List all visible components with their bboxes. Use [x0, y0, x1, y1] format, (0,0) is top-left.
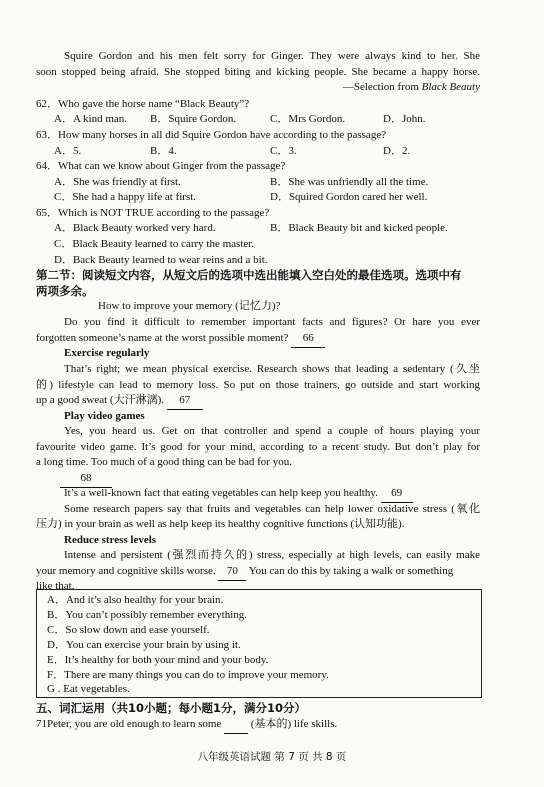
subheading: Reduce stress levels [64, 534, 157, 546]
option: B．Squire Gordon. [150, 113, 237, 125]
story-line: soon stopped being afraid. She stopped biting and kicking people. She became a happy horse. [36, 66, 480, 78]
page-footer: 八年级英语试题 第 7 页 共 8 页 [197, 751, 347, 763]
source-prefix: —Selection from [342, 81, 419, 93]
section-heading: 五、词汇运用（共10小题；每小题1分，满分10分） [36, 701, 307, 715]
story-line: Squire Gordon and his men felt sorry for Ginger. They were always kind to her. She [64, 50, 480, 62]
blank-70[interactable]: 70 [218, 564, 246, 581]
option: A．Black Beauty worked very hard. [54, 222, 216, 234]
choice-item: B．You can’t possibly remember everything. [47, 609, 248, 621]
blank-67[interactable]: 67 [167, 393, 203, 410]
blank-66[interactable]: 66 [291, 331, 325, 348]
option: A．5. [54, 145, 82, 157]
option: D．Back Beauty learned to wear reins and a bit. [54, 254, 268, 266]
passage-text: forgotten someone’s name at the worst possible moment? [36, 332, 289, 344]
question-stem: 63．How many horses in all did Squire Gordon have according to the passage? [36, 129, 387, 141]
question-71 [36, 717, 480, 734]
question-stem: 62．Who gave the horse name “Black Beauty”? [36, 98, 250, 110]
option: D．Squired Gordon cared her well. [270, 191, 428, 203]
option: C．Black Beauty learned to carry the master. [54, 238, 255, 250]
option: B．4. [150, 145, 177, 157]
source-title: Black Beauty [421, 81, 480, 93]
passage-line: favourite video game. It’s good for your mind, according to a recent study. But don’t play for [36, 441, 480, 453]
question-text: (基本的) life skills. [250, 718, 338, 730]
passage-line: 压力) in your brain as well as help keep its healthy cognitive functions (认知功能). [36, 518, 405, 530]
choices-box [36, 589, 482, 698]
question-text: 71Peter, you are old enough to learn some [36, 718, 222, 730]
option: B．Black Beauty bit and kicked people. [270, 222, 448, 234]
choice-item: A．And it’s also healthy for your brain. [47, 594, 224, 606]
story-source [36, 80, 480, 96]
passage-text: your memory and cognitive skills worse. [36, 565, 216, 577]
section-heading: 第二节：阅读短文内容，从短文后的选项中选出能填入空白处的最佳选项。选项中有 [36, 268, 462, 282]
passage-line: Yes, you heard us. Get on that controller and spend a couple of hours playing your [64, 425, 480, 437]
choice-item: F．There are many things you can do to improve your memory. [47, 669, 329, 681]
passage-line [64, 486, 480, 503]
passage-line: like that. [36, 580, 75, 592]
passage-text: up a good sweat (大汗淋漓). [36, 394, 165, 406]
passage-text: It’s a well-known fact that eating vegetables can help keep you healthy. [64, 487, 378, 499]
option: C．Mrs Gordon. [270, 113, 346, 125]
choice-item: C．So slow down and ease yourself. [47, 624, 210, 636]
option: B．She was unfriendly all the time. [270, 176, 429, 188]
passage-line: a long time. Too much of a good thing can be bad for you. [36, 456, 292, 468]
choice-item: E．It’s healthy for both your mind and your body. [47, 654, 269, 666]
option: A．She was friendly at first. [54, 176, 181, 188]
option: D．2. [383, 145, 411, 157]
option: C．She had a happy life at first. [54, 191, 197, 203]
passage-title: How to improve your memory (记忆力)? [98, 300, 281, 312]
passage-line: Intense and persistent (强烈而持久的) stress, especially at high levels, can easily make [64, 549, 480, 561]
section-heading: 两项多余。 [36, 284, 94, 298]
passage-line [36, 393, 480, 410]
subheading: Exercise regularly [64, 347, 150, 359]
choice-item: G . Eat vegetables. [47, 683, 130, 695]
passage-text: You can do this by taking a walk or something [248, 565, 454, 577]
passage-line: Do you find it difficult to remember important facts and figures? Or hare you ever [64, 316, 480, 328]
subheading: Play video games [64, 410, 145, 422]
blank-71[interactable] [224, 717, 248, 734]
passage-line: Some research papers say that fruits and vegetables can help lower oxidative stress (氧化 [64, 503, 480, 515]
question-stem: 65．Which is NOT TRUE according to the passage? [36, 207, 270, 219]
passage-line: 的) lifestyle can lead to memory loss. So put on those trainers, go outside and start working [36, 379, 480, 391]
question-stem: 64．What can we know about Ginger from the passage? [36, 160, 286, 172]
passage-line: That’s right; we mean physical exercise. Research shows that leading a sedentary (久坐 [64, 363, 480, 375]
blank-69[interactable]: 69 [381, 486, 413, 503]
blank-68[interactable]: 68 [60, 471, 112, 488]
choice-item: D．You can exercise your brain by using it. [47, 639, 241, 651]
option: C．3. [270, 145, 297, 157]
option: A．A kind man. [54, 113, 128, 125]
option: D．John. [383, 113, 426, 125]
